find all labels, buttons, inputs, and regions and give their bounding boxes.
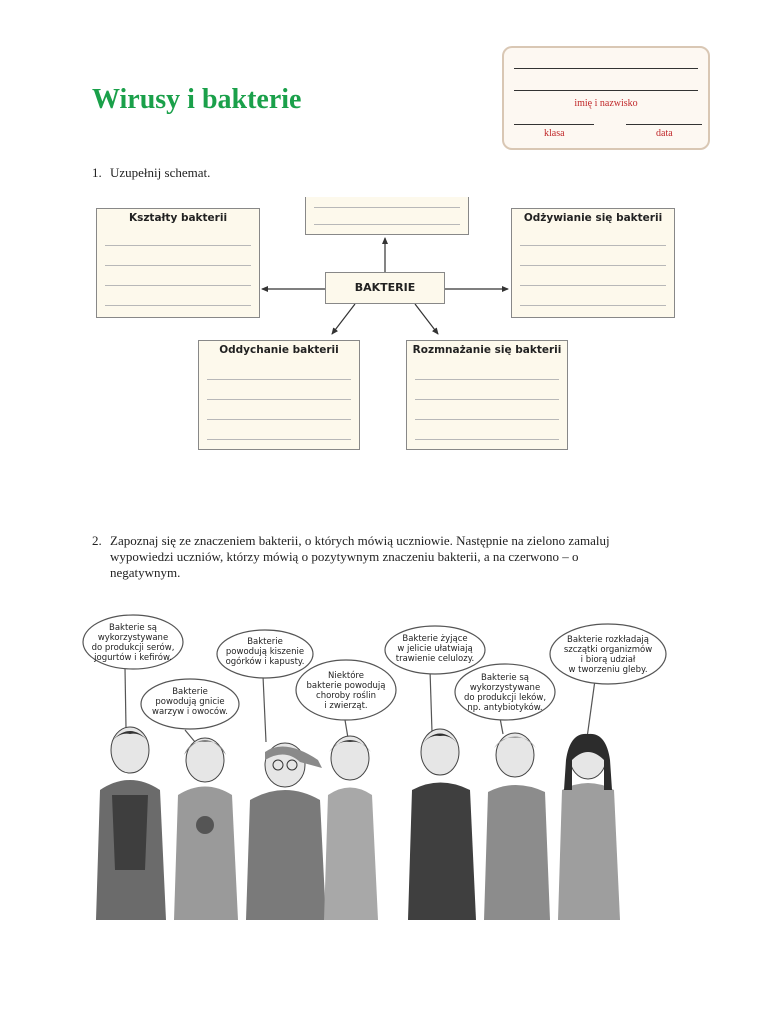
svg-text:powodują kiszenie: powodują kiszenie	[225, 647, 305, 657]
svg-text:Niektóre: Niektóre	[328, 671, 364, 681]
page-title: Wirusy i bakterie	[92, 84, 302, 115]
task-1-number: 1.	[92, 165, 102, 180]
schema-box-header: Kształty bakterii	[128, 212, 228, 224]
class-label: klasa	[544, 128, 565, 139]
student-5	[408, 729, 476, 920]
svg-text:do produkcji serów,: do produkcji serów,	[91, 643, 175, 653]
svg-text:Bakterie są: Bakterie są	[109, 623, 157, 633]
svg-text:w tworzeniu gleby.: w tworzeniu gleby.	[568, 665, 648, 675]
svg-text:Bakterie rozkładają: Bakterie rozkładają	[566, 635, 650, 645]
task-2-line-2: wypowiedzi uczniów, którzy mówią o pozytywnym znaczeniu bakterii, a na czerwono – o	[110, 549, 579, 564]
svg-text:wykorzystywane: wykorzystywane	[97, 633, 169, 643]
speech-bubble[interactable]	[385, 626, 485, 674]
svg-text:i biorą udział: i biorą udział	[580, 655, 636, 665]
task-2-line-3: negatywnym.	[110, 565, 181, 580]
svg-text:choroby roślin: choroby roślin	[316, 691, 376, 701]
task-2-number: 2.	[92, 533, 102, 548]
task-2-line-1: Zapoznaj się ze znaczeniem bakterii, o których mówią uczniowie. Następnie na zielono zamaluj	[110, 533, 610, 548]
svg-text:szczątki organizmów: szczątki organizmów	[563, 645, 653, 655]
svg-text:do produkcji leków,: do produkcji leków,	[463, 693, 547, 703]
speech-bubble[interactable]	[296, 660, 396, 720]
schema-center: BAKTERIE	[325, 272, 445, 304]
svg-text:w jelicie ułatwiają: w jelicie ułatwiają	[397, 644, 473, 654]
speech-bubble[interactable]	[550, 624, 666, 684]
date-label: data	[656, 128, 673, 139]
student-6	[484, 733, 550, 920]
svg-text:bakterie powodują: bakterie powodują	[306, 681, 386, 691]
svg-text:i zwierząt.: i zwierząt.	[324, 701, 368, 711]
speech-bubble[interactable]	[141, 679, 239, 729]
svg-text:jogurtów i kefirów.: jogurtów i kefirów.	[94, 653, 172, 663]
student-3	[246, 743, 326, 920]
speech-bubble[interactable]	[455, 664, 555, 720]
svg-text:powodują gnicie: powodują gnicie	[155, 697, 225, 707]
student-1	[96, 727, 166, 920]
svg-text:Bakterie: Bakterie	[172, 687, 208, 697]
schema-box-header: Oddychanie bakterii	[219, 344, 339, 356]
task-1-text: Uzupełnij schemat.	[110, 165, 211, 180]
svg-text:ogórków i kapusty.: ogórków i kapusty.	[225, 657, 305, 667]
schema-box-header: Rozmnażanie się bakterii	[412, 344, 562, 356]
speech-bubble[interactable]	[217, 630, 313, 678]
svg-text:np. antybiotyków.: np. antybiotyków.	[467, 703, 543, 713]
student-4	[324, 736, 378, 920]
svg-text:Bakterie: Bakterie	[247, 637, 283, 647]
speech-bubble[interactable]	[83, 615, 183, 669]
svg-text:Bakterie są: Bakterie są	[481, 673, 529, 683]
svg-text:trawienie celulozy.: trawienie celulozy.	[395, 654, 475, 664]
schema-box-header: Odżywianie się bakterii	[523, 212, 663, 224]
svg-text:wykorzystywane: wykorzystywane	[469, 683, 541, 693]
student-2	[174, 738, 238, 920]
svg-text:warzyw i owoców.: warzyw i owoców.	[152, 707, 228, 717]
svg-text:Bakterie żyjące: Bakterie żyjące	[402, 634, 468, 644]
student-7	[558, 734, 620, 920]
name-label: imię i nazwisko	[574, 98, 638, 109]
